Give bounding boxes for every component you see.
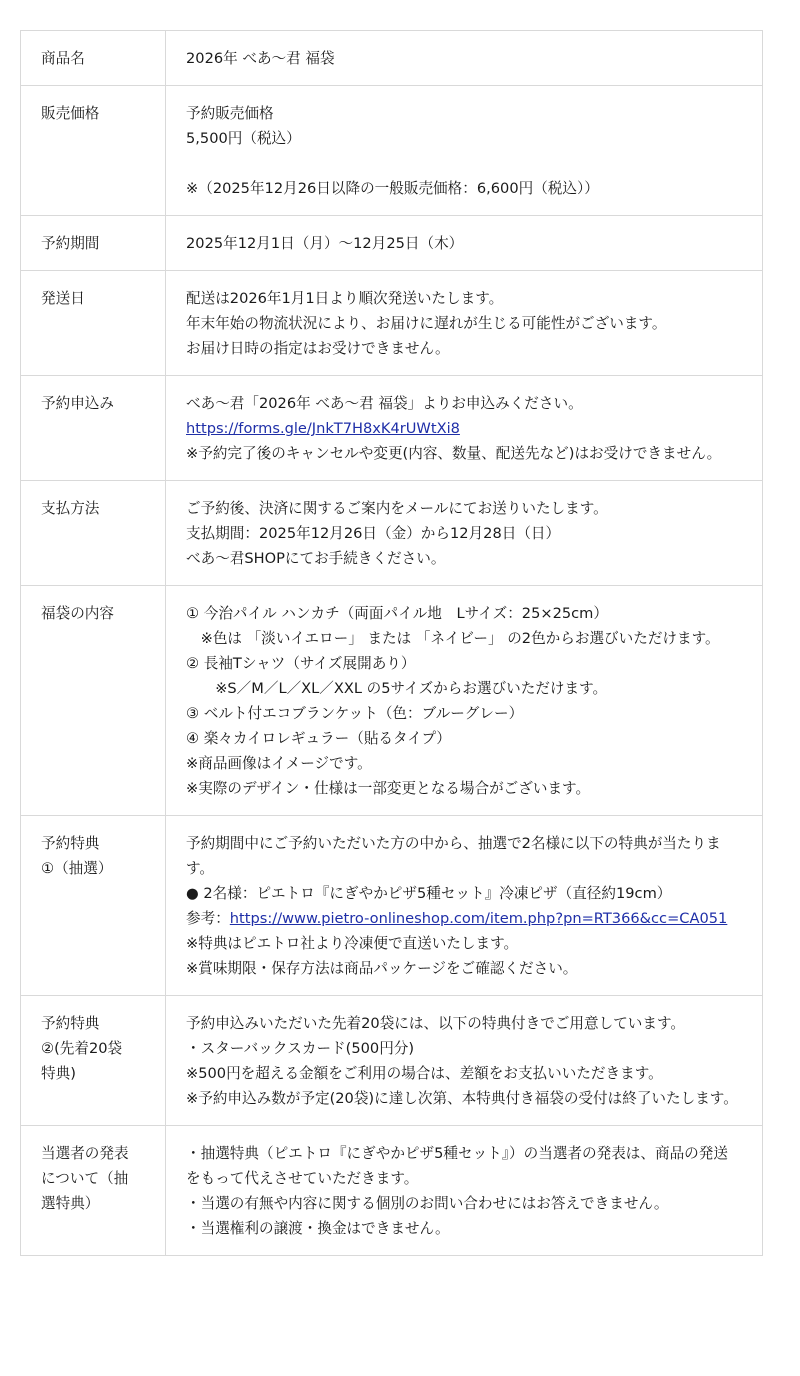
spec-row	[21, 481, 763, 586]
text-line: ※商品画像はイメージです。	[186, 755, 372, 772]
row-label-line: について（抽	[41, 1170, 129, 1187]
text-line: 配送は2026年1月1日より順次発送いたします。	[186, 290, 504, 307]
row-label	[21, 376, 166, 481]
link-line	[186, 416, 742, 441]
row-value	[166, 376, 763, 481]
text-line: ※（2025年12月26日以降の一般販売価格：6,600円（税込））	[186, 180, 599, 197]
spec-row	[21, 31, 763, 86]
row-value	[166, 1126, 763, 1256]
text-line: ※色は 「淡いイエロー」 または 「ネイビー」 の2色からお選びいただけます。	[186, 630, 720, 647]
text-line: ● 2名様：ピエトロ『にぎやかピザ5種セット』冷凍ピザ（直径約19cm）	[186, 885, 672, 902]
product-spec-table	[20, 30, 763, 1256]
row-label-line: 選特典）	[41, 1195, 100, 1212]
text-line: 予約申込みいただいた先着20袋には、以下の特典付きでご用意しています。	[186, 1015, 685, 1032]
text-line: ※S／M／L／XL／XXL の5サイズからお選びいただけます。	[186, 680, 608, 697]
text-line: ※予約完了後のキャンセルや変更(内容、数量、配送先など)はお受けできません。	[186, 445, 722, 462]
link-line	[186, 906, 742, 931]
row-label-line: 特典)	[41, 1065, 76, 1082]
row-label-line: ②(先着20袋	[41, 1040, 123, 1057]
text-line: べあ～君「2026年 べあ～君 福袋」よりお申込みください。	[186, 395, 583, 412]
row-label-line: 予約特典	[41, 835, 100, 852]
text-line: お届け日時の指定はお受けできません。	[186, 340, 450, 357]
text-line: ・スターバックスカード(500円分)	[186, 1040, 415, 1057]
row-label	[21, 586, 166, 816]
text-line: ④ 楽々カイロレギュラー（貼るタイプ）	[186, 730, 451, 747]
row-value	[166, 31, 763, 86]
spec-table-body	[21, 31, 763, 1256]
external-link[interactable]: https://www.pietro-onlineshop.com/item.php?pn=RT366&cc=CA051	[229, 910, 728, 927]
spec-row	[21, 86, 763, 216]
row-value	[166, 271, 763, 376]
spec-row	[21, 271, 763, 376]
row-label	[21, 996, 166, 1126]
text-line: 予約期間中にご予約いただいた方の中から、抽選で2名様に以下の特典が当たります。	[186, 835, 721, 877]
row-label-line: ①（抽選）	[41, 860, 113, 877]
row-label-line: 販売価格	[41, 105, 100, 122]
spec-row	[21, 216, 763, 271]
external-link[interactable]: https://forms.gle/JnkT7H8xK4rUWtXi8	[186, 420, 460, 437]
spec-row	[21, 586, 763, 816]
text-line: ・当選権利の譲渡・換金はできません。	[186, 1220, 450, 1237]
text-line: ※賞味期限・保存方法は商品パッケージをご確認ください。	[186, 960, 578, 977]
row-label-line: 支払方法	[41, 500, 100, 517]
text-line: ※予約申込み数が予定(20袋)に達し次第、本特典付き福袋の受付は終了いたします。	[186, 1090, 738, 1107]
spec-row	[21, 1126, 763, 1256]
text-line: ご予約後、決済に関するご案内をメールにてお送りいたします。	[186, 500, 608, 517]
row-value	[166, 216, 763, 271]
row-label	[21, 31, 166, 86]
text-line: ・当選の有無や内容に関する個別のお問い合わせにはお答えできません。	[186, 1195, 669, 1212]
row-value	[166, 86, 763, 216]
row-label	[21, 86, 166, 216]
text-line: ① 今治パイル ハンカチ（両面パイル地 Lサイズ：25×25cm）	[186, 605, 608, 622]
row-label-line: 当選者の発表	[41, 1145, 129, 1162]
text-line: 支払期間：2025年12月26日（金）から12月28日（日）	[186, 525, 561, 542]
row-label-line: 予約期間	[41, 235, 100, 252]
row-value	[166, 816, 763, 996]
row-label-line: 発送日	[41, 290, 85, 307]
spec-row	[21, 376, 763, 481]
text-line: 5,500円（税込）	[186, 130, 301, 147]
text-line	[186, 151, 742, 176]
row-label-line: 商品名	[41, 50, 85, 67]
row-label	[21, 816, 166, 996]
row-value	[166, 481, 763, 586]
row-label	[21, 216, 166, 271]
text-line: 年末年始の物流状況により、お届けに遅れが生じる可能性がございます。	[186, 315, 667, 332]
row-label	[21, 481, 166, 586]
row-value	[166, 586, 763, 816]
text-line: ・抽選特典（ピエトロ『にぎやかピザ5種セット』）の当選者の発表は、商品の発送をもって代えさせていただきます。	[186, 1145, 728, 1187]
text-line: 2026年 べあ～君 福袋	[186, 50, 335, 67]
row-label	[21, 1126, 166, 1256]
text-line: ③ ベルト付エコブランケット（色：ブルーグレー）	[186, 705, 524, 722]
link-prefix: 参考：	[186, 910, 230, 927]
text-line: ※特典はピエトロ社より冷凍便で直送いたします。	[186, 935, 519, 952]
row-value	[166, 996, 763, 1126]
row-label-line: 福袋の内容	[41, 605, 114, 622]
row-label-line: 予約申込み	[41, 395, 114, 412]
text-line: ② 長袖Tシャツ（サイズ展開あり）	[186, 655, 416, 672]
text-line: べあ～君SHOPにてお手続きください。	[186, 550, 446, 567]
text-line: 2025年12月1日（月）～12月25日（木）	[186, 235, 464, 252]
text-line: ※500円を超える金額をご利用の場合は、差額をお支払いいただきます。	[186, 1065, 663, 1082]
text-line: ※実際のデザイン・仕様は一部変更となる場合がございます。	[186, 780, 591, 797]
spec-row	[21, 996, 763, 1126]
row-label-line: 予約特典	[41, 1015, 100, 1032]
spec-row	[21, 816, 763, 996]
row-label	[21, 271, 166, 376]
text-line: 予約販売価格	[186, 105, 274, 122]
